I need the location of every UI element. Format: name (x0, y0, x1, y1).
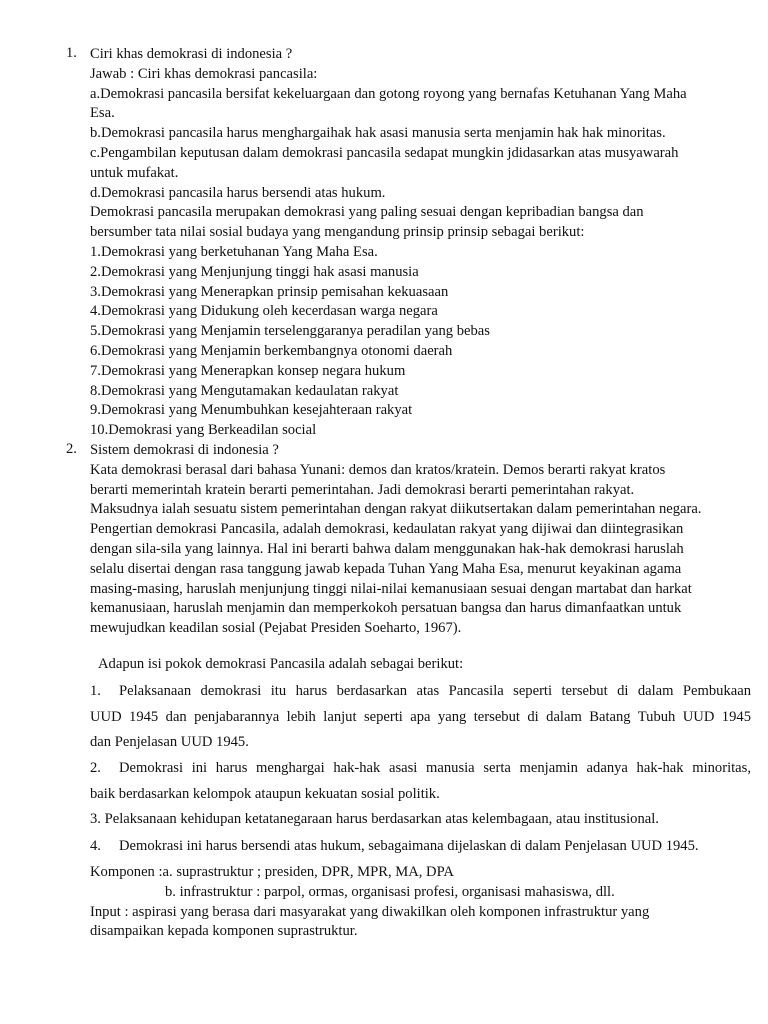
komponen-line-b: b. infrastruktur : parpol, ormas, organisasi profesi, organisasi mahasiswa, dll. (165, 884, 615, 900)
answer-line: Jawab : Ciri khas demokrasi pancasila: (90, 65, 318, 82)
pokok-1-line-3: dan Penjelasan UUD 1945. (90, 734, 249, 750)
question-number: 1. (66, 45, 77, 61)
question-title: Ciri khas demokrasi di indonesia ? (90, 46, 293, 62)
answer-line: Esa. (90, 105, 115, 122)
pokok-2-text-1: Demokrasi ini harus menghargai hak-hak asasi manusia serta menjamin adanya hak-hak minoritas, (119, 760, 751, 776)
answer-line: Maksudnya ialah sesuatu sistem pemerintahan dengan rakyat diikutsertakan dalam pemerintahan negara. (90, 501, 702, 518)
pokok-2-line-2: baik berdasarkan kelompok ataupun kekuatan sosial politik. (90, 786, 440, 802)
answer-line: Kata demokrasi berasal dari bahasa Yunani: demos dan kratos/kratein. Demos berarti rakyat kratos (90, 461, 666, 478)
question-1 (66, 45, 746, 441)
pokok-2-number: 2. (90, 760, 101, 776)
answer-line: bersumber tata nilai sosial budaya yang mengandung prinsip prinsip sebagai berikut: (90, 224, 585, 241)
answer-line: untuk mufakat. (90, 164, 179, 181)
question-title: Sistem demokrasi di indonesia ? (90, 442, 279, 458)
answer-line: Demokrasi pancasila merupakan demokrasi yang paling sesuai dengan kepribadian bangsa dan (90, 204, 644, 221)
list-item: 2.Demokrasi yang Menjunjung tinggi hak asasi manusia (90, 263, 419, 280)
answer-line: masing-masing, haruslah menjunjung tinggi nilai-nilai kemanusiaan sesuai dengan martabat dan harkat (90, 580, 692, 597)
answer-line: a.Demokrasi pancasila bersifat kekeluargaan dan gotong royong yang bernafas Ketuhanan Yang Maha (90, 85, 687, 102)
list-item: 1.Demokrasi yang berketuhanan Yang Maha Esa. (90, 243, 378, 260)
answer-line: selalu disertai dengan rasa tanggung jawab kepada Tuhan Yang Maha Esa, menurut keyakinan agama (90, 560, 682, 577)
answer-line: d.Demokrasi pancasila harus bersendi atas hukum. (90, 184, 386, 201)
pokok-1-text-2: UUD 1945 dan penjabarannya lebih lanjut seperti apa yang tersebut di dalam Batang Tubuh UUD 1945 (90, 709, 751, 725)
answer-line: kemanusiaan, haruslah menjamin dan memperkokoh persatuan bangsa dan harus dimanfaatkan untuk (90, 600, 682, 617)
pokok-1-line-1 (119, 681, 751, 701)
pokok-4-line-1: Demokrasi ini harus bersendi atas hukum, sebagaimana dijelaskan di dalam Penjelasan UUD 1945. (119, 838, 699, 854)
pokok-1-text-1: Pelaksanaan demokrasi itu harus berdasarkan atas Pancasila seperti tersebut di dalam Pembukaan (119, 683, 751, 699)
pokok-1-number: 1. (90, 683, 101, 699)
answer-line: berarti memerintah kratein berarti pemerintahan. Jadi demokrasi berarti pemerintahan rakyat. (90, 481, 635, 498)
question-number: 2. (66, 441, 77, 457)
list-item: 5.Demokrasi yang Menjamin terselenggaranya peradilan yang bebas (90, 323, 490, 340)
pokok-2-line-1 (119, 758, 751, 778)
input-line-1: Input : aspirasi yang berasa dari masyarakat yang diwakilkan oleh komponen infrastruktur yang (90, 904, 650, 920)
pokok-intro: Adapun isi pokok demokrasi Pancasila adalah sebagai berikut: (98, 656, 464, 672)
answer-line: dengan sila-sila yang lainnya. Hal ini berarti bahwa dalam menggunakan hak-hak demokrasi haruslah (90, 540, 684, 557)
list-item: 7.Demokrasi yang Menerapkan konsep negara hukum (90, 362, 406, 379)
question-2 (66, 441, 746, 639)
list-item: 4.Demokrasi yang Didukung oleh kecerdasan warga negara (90, 303, 438, 320)
list-item: 6.Demokrasi yang Menjamin berkembangnya otonomi daerah (90, 342, 453, 359)
pokok-4-number: 4. (90, 838, 101, 854)
input-line-2: disampaikan kepada komponen suprastruktur. (90, 923, 358, 939)
komponen-line-a: Komponen :a. suprastruktur ; presiden, DPR, MPR, MA, DPA (90, 864, 454, 880)
answer-line: c.Pengambilan keputusan dalam demokrasi pancasila sedapat mungkin jdidasarkan atas musyawarah (90, 144, 679, 161)
list-item: 9.Demokrasi yang Menumbuhkan kesejahteraan rakyat (90, 402, 413, 419)
answer-line: b.Demokrasi pancasila harus menghargaihak hak asasi manusia serta menjamin hak hak minoritas. (90, 125, 666, 142)
pokok-3: 3. Pelaksanaan kehidupan ketatanegaraan harus berdasarkan atas kelembagaan, atau institusional. (90, 811, 659, 827)
question-1-body (90, 45, 746, 441)
answer-line: Pengertian demokrasi Pancasila, adalah demokrasi, kedaulatan rakyat yang dijiwai dan diintegrasikan (90, 521, 684, 538)
answer-line: mewujudkan keadilan sosial (Pejabat Presiden Soeharto, 1967). (90, 620, 462, 637)
list-item: 10.Demokrasi yang Berkeadilan social (90, 422, 317, 439)
list-item: 8.Demokrasi yang Mengutamakan kedaulatan rakyat (90, 382, 399, 399)
question-2-body (90, 441, 746, 639)
list-item: 3.Demokrasi yang Menerapkan prinsip pemisahan kekuasaan (90, 283, 449, 300)
pokok-1-line-2 (90, 707, 751, 727)
